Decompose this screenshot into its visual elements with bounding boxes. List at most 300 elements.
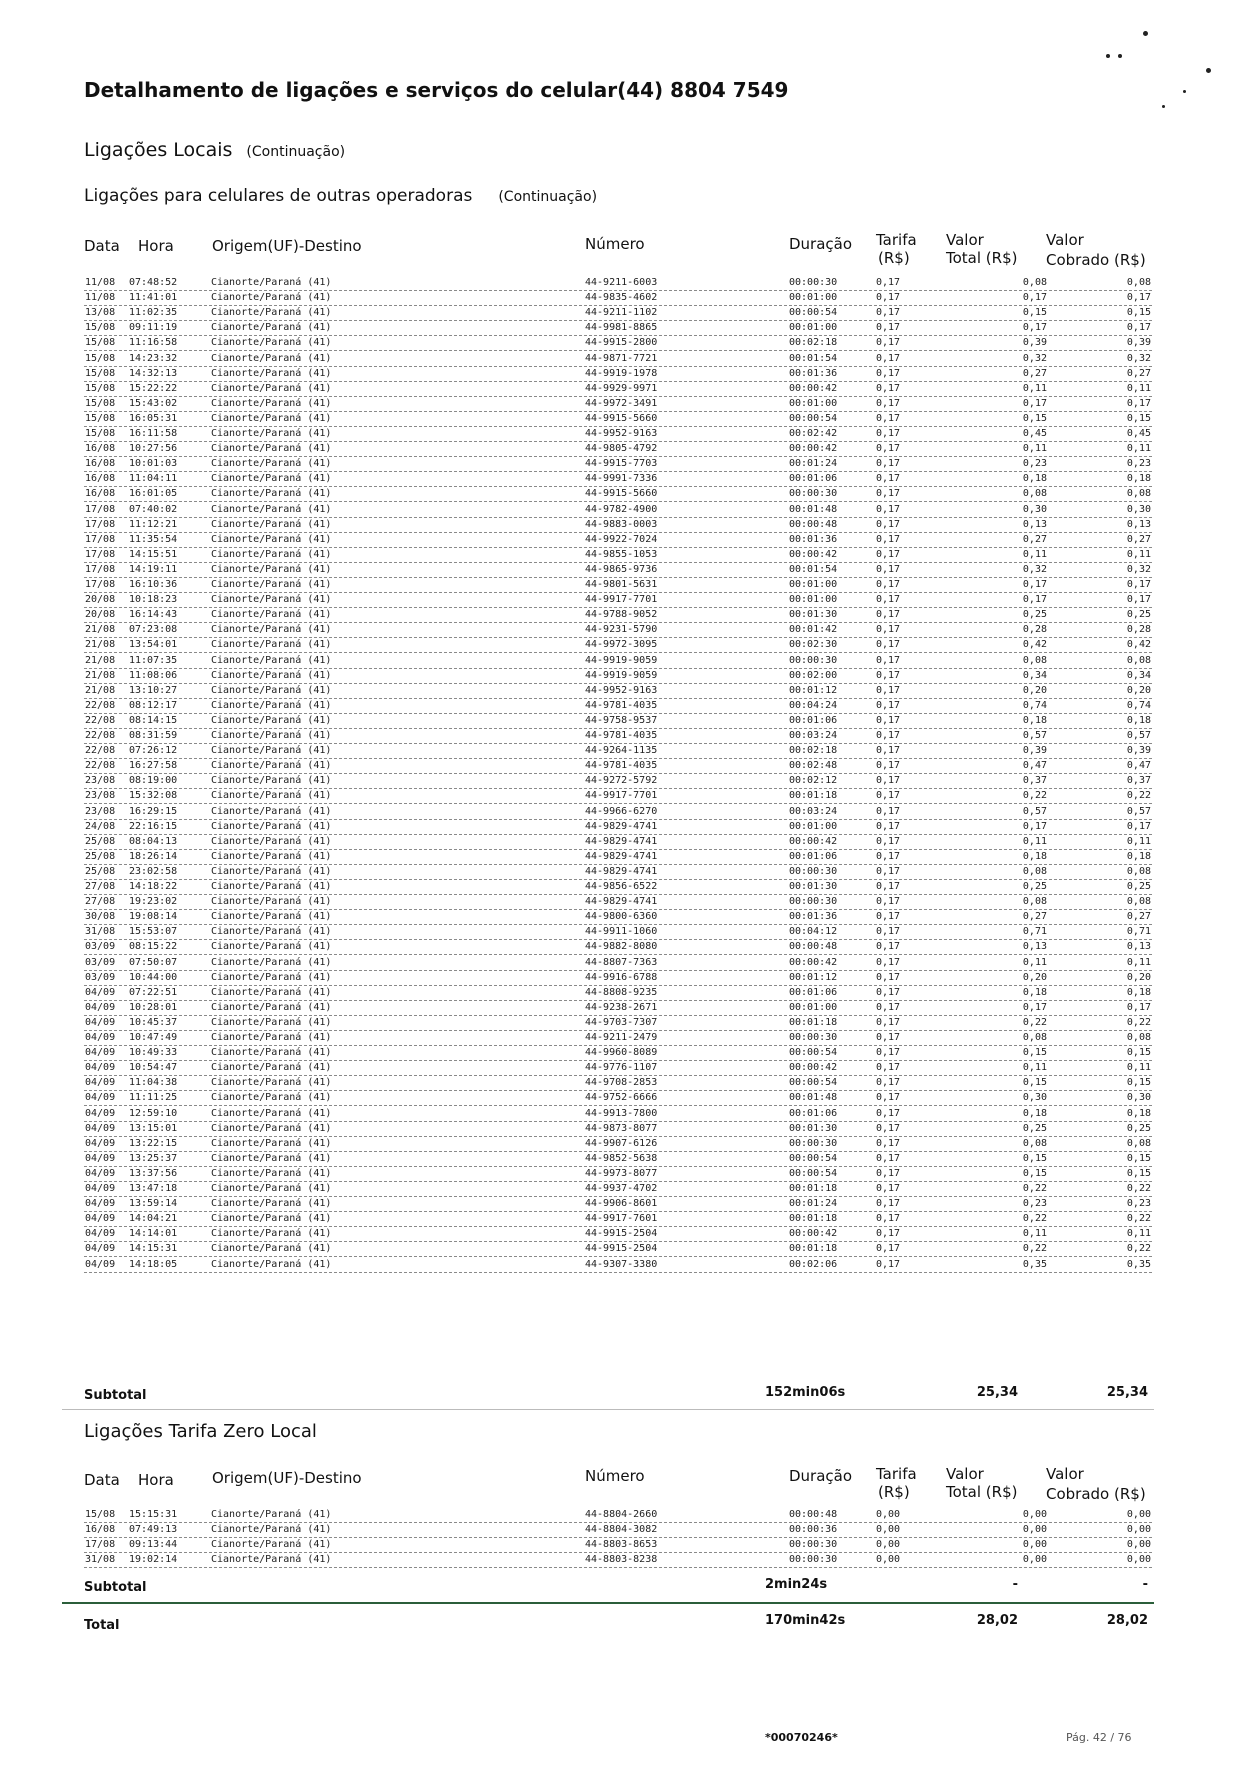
cell-valor-total: 0,00: [1022, 1539, 1047, 1551]
cell-hora: 11:35:54: [129, 533, 178, 545]
cell-numero: 44-9906-8601: [585, 1198, 658, 1210]
cell-origem: Cianorte/Paraná (41): [211, 277, 332, 288]
cell-valor-total: 0,15: [1022, 1077, 1047, 1089]
cell-origem: Cianorte/Paraná (41): [211, 669, 332, 681]
cell-data: 31/08: [85, 1554, 116, 1566]
cell-data: 15/08: [85, 352, 116, 364]
table-row: [84, 1197, 1152, 1212]
cell-tarifa: 0,17: [876, 775, 901, 787]
col-data: Data: [84, 1471, 120, 1489]
cell-hora: 10:27:56: [129, 443, 178, 455]
cell-hora: 10:18:23: [129, 594, 178, 606]
cell-valor-total: 0,22: [1022, 790, 1047, 802]
cell-valor-total: 0,00: [1022, 1524, 1047, 1536]
cell-data: 17/08: [85, 1539, 116, 1551]
cell-numero: 44-9238-2671: [585, 1001, 658, 1013]
cell-numero: 44-9916-6788: [585, 971, 658, 983]
cell-tarifa: 0,17: [876, 382, 901, 394]
cell-valor-cobrado: 0,22: [1126, 1243, 1151, 1255]
cell-valor-cobrado: 0,22: [1126, 790, 1151, 802]
cell-numero: 44-9801-5631: [585, 579, 658, 590]
total-valor-total: 28,02: [976, 1613, 1018, 1628]
cell-hora: 19:02:14: [129, 1554, 178, 1566]
cell-numero: 44-9703-7307: [585, 1016, 658, 1028]
cell-origem: Cianorte/Paraná (41): [211, 760, 332, 772]
cell-numero: 44-9781-4035: [585, 699, 658, 711]
cell-tarifa: 0,17: [876, 1167, 901, 1179]
cell-numero: 44-9829-4741: [585, 896, 658, 908]
cell-valor-total: 0,30: [1022, 1092, 1047, 1104]
cell-hora: 10:47:49: [129, 1032, 178, 1043]
speck: [1206, 68, 1211, 73]
cell-origem: Cianorte/Paraná (41): [211, 594, 332, 606]
cell-valor-total: 0,17: [1022, 594, 1047, 606]
cell-origem: Cianorte/Paraná (41): [211, 865, 332, 877]
cell-duracao: 00:02:42: [789, 428, 838, 439]
cell-valor-cobrado: 0,17: [1126, 322, 1151, 334]
cell-valor-total: 0,15: [1022, 1047, 1047, 1059]
cell-data: 17/08: [85, 533, 116, 545]
cell-numero: 44-9972-3491: [585, 397, 658, 409]
cell-duracao: 00:00:42: [789, 1228, 838, 1240]
cell-data: 22/08: [85, 760, 116, 772]
cell-data: 04/09: [85, 1047, 116, 1059]
subtotal-tarifa-valor-total: -: [1012, 1577, 1018, 1592]
subtotal-tarifa-duracao: 2min24s: [765, 1577, 828, 1592]
table-row: [84, 1242, 1152, 1257]
col-valor-cobrado: Valor: [1046, 231, 1084, 249]
cell-duracao: 00:01:36: [789, 367, 838, 379]
cell-numero: 44-9966-6270: [585, 805, 658, 817]
cell-origem: Cianorte/Paraná (41): [211, 850, 332, 862]
cell-valor-cobrado: 0,13: [1126, 518, 1151, 530]
cell-valor-cobrado: 0,22: [1126, 1016, 1151, 1028]
cell-valor-cobrado: 0,18: [1126, 986, 1151, 998]
cell-numero: 44-9211-2479: [585, 1032, 658, 1043]
cell-valor-total: 0,13: [1022, 941, 1047, 953]
cell-hora: 11:02:35: [129, 307, 178, 319]
cell-origem: Cianorte/Paraná (41): [211, 1554, 332, 1566]
cell-numero: 44-9883-0003: [585, 518, 658, 530]
cell-valor-cobrado: 0,45: [1126, 428, 1151, 439]
cell-valor-cobrado: 0,17: [1126, 1001, 1151, 1013]
cell-valor-cobrado: 0,47: [1126, 760, 1151, 772]
cell-hora: 07:40:02: [129, 503, 178, 515]
cell-numero: 44-9919-9059: [585, 669, 658, 681]
cell-valor-total: 0,17: [1022, 579, 1047, 590]
page-title: [84, 78, 788, 102]
cell-origem: Cianorte/Paraná (41): [211, 428, 332, 439]
cell-data: 15/08: [85, 367, 116, 379]
cell-tarifa: 0,17: [876, 986, 901, 998]
cell-data: 17/08: [85, 518, 116, 530]
cell-valor-total: 0,13: [1022, 518, 1047, 530]
cell-hora: 14:32:13: [129, 367, 178, 379]
col-valor-cobrado-unit: Cobrado (R$): [1046, 1485, 1146, 1503]
table-row: [84, 880, 1152, 895]
cell-numero: 44-9788-9052: [585, 609, 658, 621]
cell-tarifa: 0,17: [876, 971, 901, 983]
table-row: [84, 1553, 1152, 1568]
cell-data: 21/08: [85, 669, 116, 681]
cell-tarifa: 0,17: [876, 533, 901, 545]
cell-data: 21/08: [85, 684, 116, 696]
cell-valor-total: 0,11: [1022, 548, 1047, 560]
cell-origem: Cianorte/Paraná (41): [211, 926, 332, 938]
cell-origem: Cianorte/Paraná (41): [211, 1167, 332, 1179]
cell-valor-cobrado: 0,30: [1126, 503, 1151, 515]
section-ligacoes-locais-label: Ligações Locais: [84, 139, 233, 161]
cell-origem: Cianorte/Paraná (41): [211, 986, 332, 998]
cell-origem: Cianorte/Paraná (41): [211, 714, 332, 726]
cell-duracao: 00:03:24: [789, 730, 838, 741]
cell-valor-total: 0,08: [1022, 1032, 1047, 1043]
cell-numero: 44-9781-4035: [585, 760, 658, 772]
cell-valor-cobrado: 0,11: [1126, 548, 1151, 560]
cell-hora: 13:54:01: [129, 639, 178, 651]
cell-tarifa: 0,17: [876, 1077, 901, 1089]
cell-tarifa: 0,17: [876, 684, 901, 696]
cell-numero: 44-9835-4602: [585, 292, 658, 304]
cell-hora: 16:14:43: [129, 609, 178, 621]
cell-valor-total: 0,22: [1022, 1213, 1047, 1225]
section-ligacoes-locais: [84, 139, 345, 161]
cell-duracao: 00:01:54: [789, 563, 838, 575]
cell-origem: Cianorte/Paraná (41): [211, 639, 332, 651]
cell-valor-total: 0,27: [1022, 367, 1047, 379]
cell-valor-total: 0,34: [1022, 669, 1047, 681]
cell-data: 15/08: [85, 428, 116, 439]
cell-tarifa: 0,17: [876, 1198, 901, 1210]
cell-hora: 16:29:15: [129, 805, 178, 817]
cell-duracao: 00:00:54: [789, 412, 838, 424]
cell-duracao: 00:00:30: [789, 865, 838, 877]
cell-duracao: 00:01:18: [789, 1243, 838, 1255]
cell-data: 21/08: [85, 654, 116, 666]
cell-data: 04/09: [85, 1198, 116, 1210]
cell-duracao: 00:01:06: [789, 850, 838, 862]
cell-duracao: 00:00:30: [789, 1137, 838, 1149]
table-row: [84, 472, 1152, 487]
cell-origem: Cianorte/Paraná (41): [211, 1509, 332, 1520]
cell-numero: 44-9307-3380: [585, 1258, 658, 1270]
table-row: [84, 382, 1152, 397]
cell-tarifa: 0,17: [876, 745, 901, 757]
cell-valor-total: 0,20: [1022, 971, 1047, 983]
cell-valor-cobrado: 0,20: [1126, 971, 1151, 983]
cell-valor-total: 0,15: [1022, 1167, 1047, 1179]
cell-valor-cobrado: 0,11: [1126, 956, 1151, 968]
table-row: [84, 306, 1152, 321]
cell-duracao: 00:00:54: [789, 1047, 838, 1059]
cell-tarifa: 0,17: [876, 1107, 901, 1119]
cell-origem: Cianorte/Paraná (41): [211, 805, 332, 817]
cell-valor-cobrado: 0,08: [1126, 488, 1151, 500]
table-row: [84, 457, 1152, 472]
col-valor-cobrado: Valor: [1046, 1465, 1084, 1483]
cell-valor-total: 0,15: [1022, 412, 1047, 424]
cell-valor-total: 0,17: [1022, 1001, 1047, 1013]
cell-duracao: 00:00:36: [789, 1524, 838, 1536]
cell-origem: Cianorte/Paraná (41): [211, 518, 332, 530]
cell-tarifa: 0,17: [876, 548, 901, 560]
table-row: [84, 1167, 1152, 1182]
cell-tarifa: 0,17: [876, 579, 901, 590]
table-row: [84, 487, 1152, 502]
cell-valor-total: 0,23: [1022, 458, 1047, 470]
cell-data: 04/09: [85, 1001, 116, 1013]
cell-duracao: 00:02:00: [789, 669, 838, 681]
cell-valor-total: 0,39: [1022, 337, 1047, 349]
cell-numero: 44-9922-7024: [585, 533, 658, 545]
cell-data: 04/09: [85, 1258, 116, 1270]
cell-valor-cobrado: 0,74: [1126, 699, 1151, 711]
table-row: [84, 1152, 1152, 1167]
subtotal-outras-duracao: 152min06s: [765, 1385, 846, 1400]
cell-duracao: 00:01:36: [789, 533, 838, 545]
cell-origem: Cianorte/Paraná (41): [211, 684, 332, 696]
cell-tarifa: 0,17: [876, 926, 901, 938]
cell-tarifa: 0,17: [876, 881, 901, 892]
cell-data: 16/08: [85, 458, 116, 470]
cell-duracao: 00:01:30: [789, 609, 838, 621]
cell-duracao: 00:01:24: [789, 1198, 838, 1210]
subtotal-outras-label: Subtotal: [84, 1388, 147, 1403]
cell-valor-cobrado: 0,08: [1126, 1032, 1151, 1043]
col-origem: Origem(UF)-Destino: [212, 1469, 362, 1487]
cell-duracao: 00:04:24: [789, 699, 838, 711]
cell-valor-total: 0,39: [1022, 745, 1047, 757]
table-row: [84, 533, 1152, 548]
cell-valor-cobrado: 0,08: [1126, 1137, 1151, 1149]
speck: [1143, 31, 1148, 36]
cell-valor-cobrado: 0,71: [1126, 926, 1151, 938]
cell-hora: 10:54:47: [129, 1062, 178, 1074]
cell-valor-cobrado: 0,08: [1126, 654, 1151, 666]
cell-hora: 11:04:38: [129, 1077, 178, 1089]
cell-hora: 10:01:03: [129, 458, 178, 470]
table-row: [84, 427, 1152, 442]
table-row: [84, 654, 1152, 669]
total-valor-cobrado: 28,02: [1106, 1613, 1148, 1628]
cell-valor-total: 0,17: [1022, 322, 1047, 334]
table-row: [84, 1016, 1152, 1031]
cell-valor-total: 0,18: [1022, 473, 1047, 485]
table-row: [84, 895, 1152, 910]
cell-data: 04/09: [85, 1213, 116, 1225]
cell-valor-cobrado: 0,00: [1126, 1509, 1151, 1520]
cell-tarifa: 0,17: [876, 730, 901, 741]
cell-data: 22/08: [85, 699, 116, 711]
total-duracao: 170min42s: [765, 1613, 846, 1628]
cell-valor-cobrado: 0,28: [1126, 624, 1151, 636]
cell-data: 04/09: [85, 1122, 116, 1134]
cell-tarifa: 0,17: [876, 624, 901, 636]
cell-duracao: 00:00:30: [789, 1554, 838, 1566]
subtotal-tarifa-label: Subtotal: [84, 1580, 147, 1595]
cell-hora: 09:13:44: [129, 1539, 178, 1551]
table-row: [84, 276, 1152, 291]
cell-tarifa: 0,00: [876, 1524, 901, 1536]
table-row: [84, 503, 1152, 518]
cell-valor-total: 0,17: [1022, 397, 1047, 409]
cell-duracao: 00:02:18: [789, 745, 838, 757]
cell-numero: 44-8807-7363: [585, 956, 658, 968]
cell-data: 16/08: [85, 488, 116, 500]
cell-duracao: 00:00:54: [789, 1077, 838, 1089]
table-row: [84, 336, 1152, 351]
cell-data: 21/08: [85, 624, 116, 636]
cell-valor-cobrado: 0,17: [1126, 292, 1151, 304]
cell-origem: Cianorte/Paraná (41): [211, 911, 332, 923]
cell-tarifa: 0,17: [876, 1213, 901, 1225]
cell-hora: 09:11:19: [129, 322, 178, 334]
cell-tarifa: 0,17: [876, 669, 901, 681]
cell-origem: Cianorte/Paraná (41): [211, 820, 332, 832]
cell-numero: 44-9211-6003: [585, 277, 658, 288]
cell-valor-total: 0,17: [1022, 820, 1047, 832]
cell-hora: 07:48:52: [129, 277, 178, 288]
cell-numero: 44-9882-8080: [585, 941, 658, 953]
cell-origem: Cianorte/Paraná (41): [211, 1001, 332, 1013]
cell-origem: Cianorte/Paraná (41): [211, 654, 332, 666]
col-data: Data: [84, 237, 120, 255]
cell-valor-total: 0,08: [1022, 488, 1047, 500]
cell-duracao: 00:01:18: [789, 1183, 838, 1194]
cell-tarifa: 0,17: [876, 699, 901, 711]
cell-tarifa: 0,17: [876, 307, 901, 319]
cell-hora: 14:18:05: [129, 1258, 178, 1270]
cell-valor-cobrado: 0,22: [1126, 1213, 1151, 1225]
cell-valor-total: 0,42: [1022, 639, 1047, 651]
cell-hora: 11:11:25: [129, 1092, 178, 1104]
cell-tarifa: 0,17: [876, 458, 901, 470]
table-row: [84, 578, 1152, 593]
table-row: [84, 1523, 1152, 1538]
cell-valor-total: 0,08: [1022, 654, 1047, 666]
cell-origem: Cianorte/Paraná (41): [211, 1228, 332, 1240]
cell-origem: Cianorte/Paraná (41): [211, 352, 332, 364]
cell-duracao: 00:00:42: [789, 382, 838, 394]
table-row: [84, 518, 1152, 533]
cell-hora: 16:01:05: [129, 488, 178, 500]
cell-duracao: 00:01:48: [789, 1092, 838, 1104]
cell-hora: 15:32:08: [129, 790, 178, 802]
cell-numero: 44-9829-4741: [585, 835, 658, 847]
speck: [1106, 54, 1110, 58]
table-row: [84, 1061, 1152, 1076]
cell-valor-cobrado: 0,17: [1126, 579, 1151, 590]
cell-duracao: 00:01:06: [789, 473, 838, 485]
col-origem: Origem(UF)-Destino: [212, 237, 362, 255]
cell-data: 17/08: [85, 548, 116, 560]
cell-valor-cobrado: 0,11: [1126, 835, 1151, 847]
cell-numero: 44-9855-1053: [585, 548, 658, 560]
cell-data: 16/08: [85, 1524, 116, 1536]
cell-valor-total: 0,27: [1022, 911, 1047, 923]
section-outras-operadoras-label: Ligações para celulares de outras operadoras: [84, 186, 473, 206]
cell-origem: Cianorte/Paraná (41): [211, 1062, 332, 1074]
cell-numero: 44-9911-1060: [585, 926, 658, 938]
table-row: [84, 1031, 1152, 1046]
cell-origem: Cianorte/Paraná (41): [211, 1137, 332, 1149]
cell-valor-cobrado: 0,27: [1126, 911, 1151, 923]
cell-valor-cobrado: 0,18: [1126, 1107, 1151, 1119]
cell-origem: Cianorte/Paraná (41): [211, 397, 332, 409]
cell-numero: 44-9871-7721: [585, 352, 658, 364]
cell-hora: 10:28:01: [129, 1001, 178, 1013]
cell-origem: Cianorte/Paraná (41): [211, 1077, 332, 1089]
cell-origem: Cianorte/Paraná (41): [211, 1152, 332, 1164]
cell-valor-cobrado: 0,17: [1126, 397, 1151, 409]
cell-numero: 44-9913-7800: [585, 1107, 658, 1119]
cell-duracao: 00:00:48: [789, 1509, 838, 1520]
cell-hora: 14:04:21: [129, 1213, 178, 1225]
cell-hora: 13:47:18: [129, 1183, 178, 1194]
cell-hora: 13:10:27: [129, 684, 178, 696]
cell-data: 20/08: [85, 609, 116, 621]
cell-hora: 23:02:58: [129, 865, 178, 877]
cell-valor-cobrado: 0,35: [1126, 1258, 1151, 1270]
table-header-outras: [0, 232, 1240, 272]
table-row: [84, 1122, 1152, 1137]
cell-duracao: 00:00:30: [789, 488, 838, 500]
cell-origem: Cianorte/Paraná (41): [211, 458, 332, 470]
cell-data: 21/08: [85, 639, 116, 651]
table-row: [84, 971, 1152, 986]
cell-duracao: 00:01:18: [789, 1016, 838, 1028]
cell-duracao: 00:01:12: [789, 971, 838, 983]
cell-numero: 44-9272-5792: [585, 775, 658, 787]
cell-duracao: 00:01:30: [789, 1122, 838, 1134]
cell-valor-total: 0,11: [1022, 1062, 1047, 1074]
cell-data: 03/09: [85, 956, 116, 968]
cell-valor-total: 0,11: [1022, 1228, 1047, 1240]
cell-valor-total: 0,08: [1022, 896, 1047, 908]
table-row: [84, 412, 1152, 427]
cell-origem: Cianorte/Paraná (41): [211, 1016, 332, 1028]
col-hora: Hora: [138, 237, 174, 255]
cell-valor-total: 0,11: [1022, 382, 1047, 394]
cell-origem: Cianorte/Paraná (41): [211, 1122, 332, 1134]
cell-hora: 07:49:13: [129, 1524, 178, 1536]
cell-hora: 22:16:15: [129, 820, 178, 832]
table-row: [84, 940, 1152, 955]
table-row: [84, 1001, 1152, 1016]
cell-valor-cobrado: 0,17: [1126, 820, 1151, 832]
cell-data: 25/08: [85, 835, 116, 847]
cell-origem: Cianorte/Paraná (41): [211, 503, 332, 515]
cell-valor-total: 0,18: [1022, 714, 1047, 726]
table-row: [84, 291, 1152, 306]
cell-hora: 14:18:22: [129, 881, 178, 892]
cell-valor-cobrado: 0,23: [1126, 458, 1151, 470]
cell-origem: Cianorte/Paraná (41): [211, 1032, 332, 1043]
cell-tarifa: 0,00: [876, 1509, 901, 1520]
cell-data: 15/08: [85, 412, 116, 424]
cell-valor-total: 0,37: [1022, 775, 1047, 787]
cell-tarifa: 0,17: [876, 941, 901, 953]
table-row: [84, 865, 1152, 880]
cell-numero: 44-8803-8653: [585, 1539, 658, 1551]
cell-data: 27/08: [85, 881, 116, 892]
cell-duracao: 00:01:00: [789, 594, 838, 606]
cell-hora: 07:50:07: [129, 956, 178, 968]
cell-origem: Cianorte/Paraná (41): [211, 1107, 332, 1119]
table-row: [84, 1107, 1152, 1122]
col-valor-cobrado-unit: Cobrado (R$): [1046, 251, 1146, 269]
cell-hora: 14:23:32: [129, 352, 178, 364]
